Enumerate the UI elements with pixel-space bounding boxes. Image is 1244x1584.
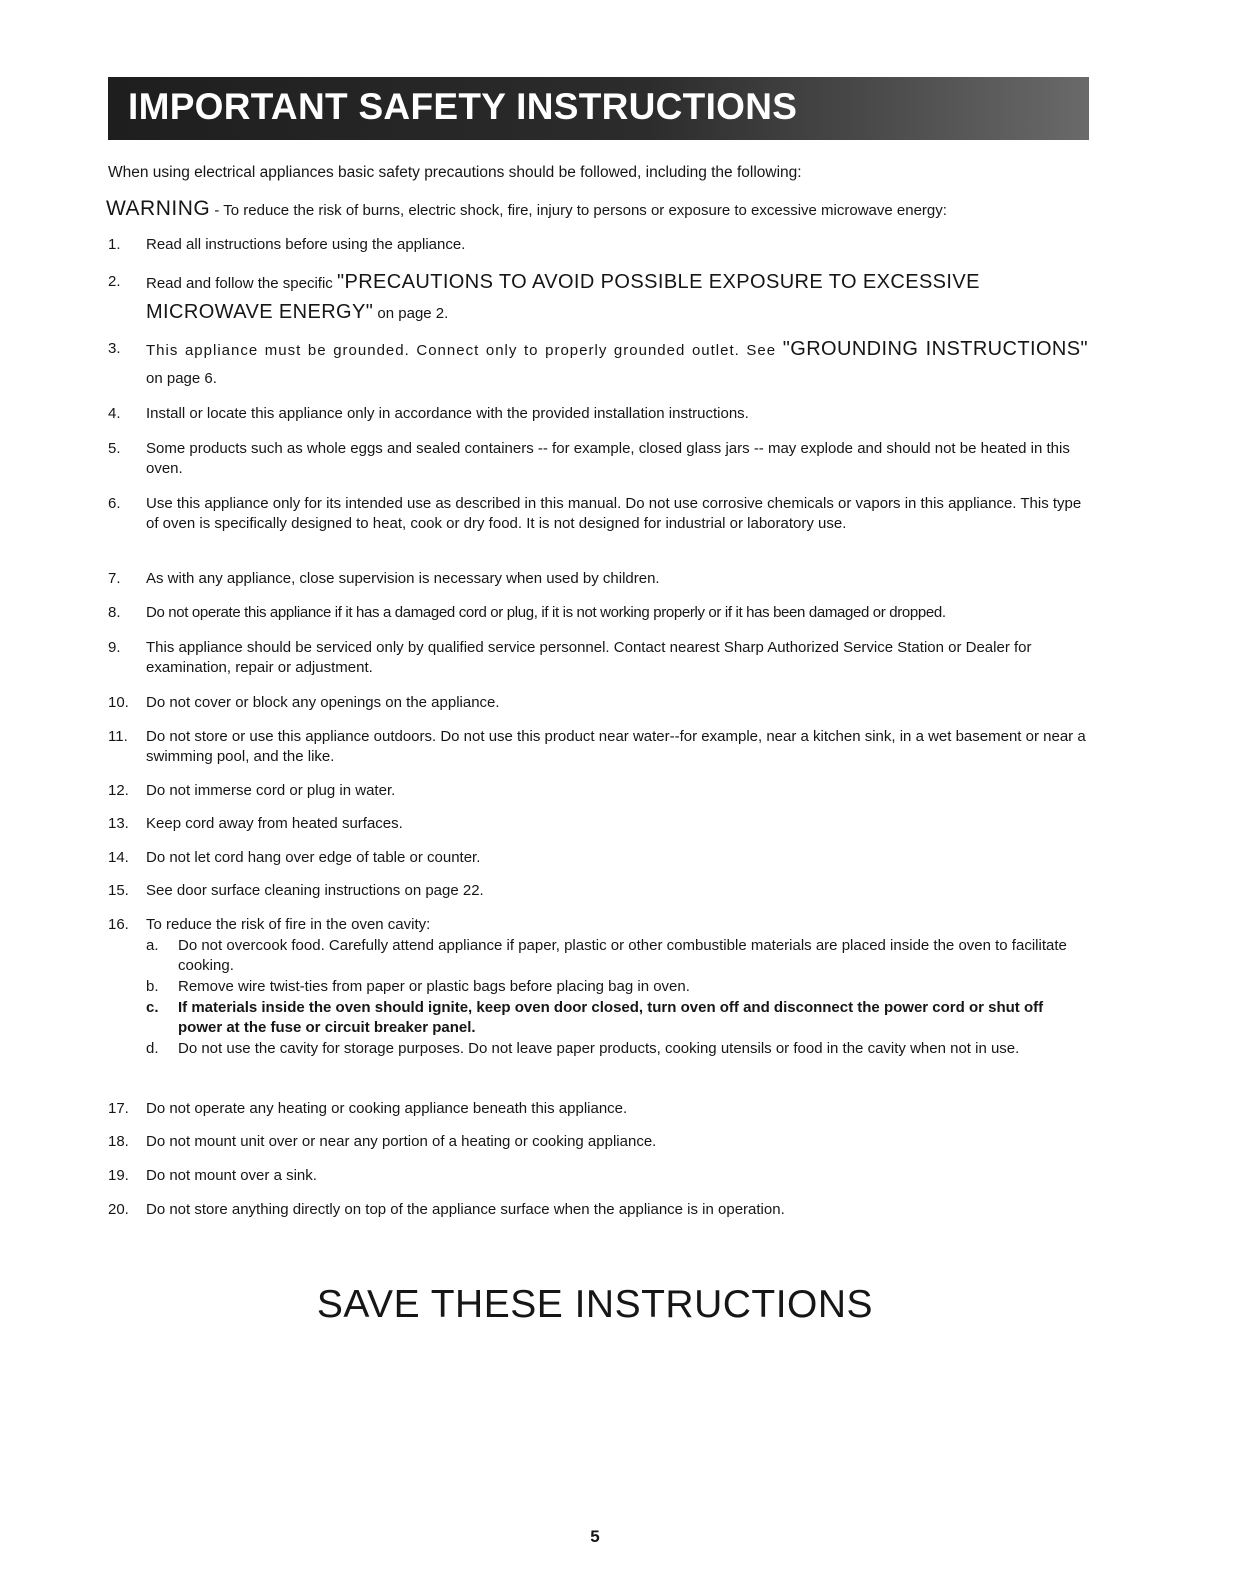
item-text bbox=[146, 335, 1088, 393]
item-number: 14. bbox=[108, 849, 129, 866]
item-number: 6. bbox=[108, 495, 121, 512]
item-number: 3. bbox=[108, 340, 121, 357]
item-text: See door surface cleaning instructions on page 22. bbox=[146, 882, 484, 899]
item-number: 5. bbox=[108, 440, 121, 457]
list-item bbox=[108, 1099, 1088, 1119]
item-text: Do not let cord hang over edge of table or counter. bbox=[146, 849, 481, 866]
item-text: This appliance should be serviced only by qualified service personnel. Contact nearest Sharp Authorized Service Station or Dealer for examination, repair or adjustment. bbox=[146, 639, 1032, 676]
item-number: 4. bbox=[108, 405, 121, 422]
item-number: 16. bbox=[108, 916, 129, 933]
item-number: 13. bbox=[108, 815, 129, 832]
sub-item bbox=[146, 998, 1088, 1038]
item-number: 1. bbox=[108, 236, 121, 253]
list-item bbox=[108, 268, 1088, 328]
sub-item-letter: c. bbox=[146, 999, 159, 1016]
list-item bbox=[108, 814, 1088, 834]
item-number: 11. bbox=[108, 728, 128, 745]
page-title: IMPORTANT SAFETY INSTRUCTIONS bbox=[128, 86, 798, 127]
item-number: 17. bbox=[108, 1100, 129, 1117]
item-number: 2. bbox=[108, 273, 121, 290]
sub-item bbox=[146, 977, 1088, 997]
list-item bbox=[108, 638, 1088, 678]
item-number: 19. bbox=[108, 1167, 129, 1184]
title-banner bbox=[108, 77, 1089, 140]
item-text-pre: Read and follow the specific bbox=[146, 275, 337, 292]
item-text-post: on page 2. bbox=[373, 305, 449, 322]
list-item bbox=[108, 781, 1088, 801]
item-text: Some products such as whole eggs and sealed containers -- for example, closed glass jars -- may explode and should not be heated in this oven. bbox=[146, 440, 1070, 477]
sub-item-text: Remove wire twist-ties from paper or plastic bags before placing bag in oven. bbox=[178, 978, 690, 995]
sub-item bbox=[146, 1039, 1088, 1059]
item-text: Do not immerse cord or plug in water. bbox=[146, 782, 396, 799]
list-item bbox=[108, 494, 1088, 534]
list-item bbox=[108, 848, 1088, 868]
list-item bbox=[108, 335, 1088, 393]
item-text: Do not mount over a sink. bbox=[146, 1167, 317, 1184]
item-text: Install or locate this appliance only in accordance with the provided installation instructions. bbox=[146, 405, 749, 422]
list-item bbox=[108, 727, 1088, 767]
item-text: Do not operate any heating or cooking appliance beneath this appliance. bbox=[146, 1100, 628, 1117]
sub-item-letter: a. bbox=[146, 937, 159, 954]
list-item bbox=[108, 603, 1088, 623]
warning-text: - To reduce the risk of burns, electric shock, fire, injury to persons or exposure to excessive microwave energy: bbox=[210, 202, 947, 219]
item-number: 15. bbox=[108, 882, 129, 899]
list-item bbox=[108, 235, 1088, 255]
sub-item bbox=[146, 936, 1088, 976]
list-item bbox=[108, 439, 1088, 479]
item-text: Use this appliance only for its intended use as described in this manual. Do not use corrosive chemicals or vapors in this appliance. This type of oven is specifically designed to heat, cook or dry food. It is not designed for industrial or laboratory use. bbox=[146, 495, 1082, 532]
item-text-caps: "GROUNDING INSTRUCTIONS" bbox=[782, 338, 1088, 360]
list-item bbox=[108, 881, 1088, 901]
list-item bbox=[108, 915, 1088, 1059]
item-number: 10. bbox=[108, 694, 129, 711]
item-text: Do not operate this appliance if it has a damaged cord or plug, if it is not working properly or if it has been damaged or dropped. bbox=[146, 604, 946, 621]
list-item bbox=[108, 569, 1088, 589]
item-number: 12. bbox=[108, 782, 129, 799]
page-number: 5 bbox=[590, 1527, 600, 1546]
item-number: 7. bbox=[108, 570, 121, 587]
list-item bbox=[108, 1132, 1088, 1152]
item-number: 8. bbox=[108, 604, 121, 621]
warning-label: WARNING bbox=[106, 197, 211, 220]
list-item bbox=[108, 1166, 1088, 1186]
item-text: Do not store or use this appliance outdoors. Do not use this product near water--for example, near a kitchen sink, in a wet basement or near a swimming pool, and the like. bbox=[146, 728, 1086, 765]
item-text-post: on page 6. bbox=[146, 370, 217, 387]
item-text-pre: This appliance must be grounded. Connect only to properly grounded outlet. See bbox=[146, 342, 783, 359]
item-text: Read all instructions before using the appliance. bbox=[146, 236, 466, 253]
item-text: As with any appliance, close supervision is necessary when used by children. bbox=[146, 570, 660, 587]
list-item bbox=[108, 693, 1088, 713]
sub-item-letter: d. bbox=[146, 1040, 159, 1057]
item-text bbox=[146, 268, 1088, 328]
item-text: To reduce the risk of fire in the oven cavity: bbox=[146, 916, 431, 933]
list-item bbox=[108, 404, 1088, 424]
item-text-caps: "PRECAUTIONS TO AVOID POSSIBLE EXPOSURE TO EXCESSIVE MICROWAVE ENERGY" bbox=[146, 271, 980, 323]
list-item bbox=[108, 1200, 1088, 1220]
item-text: Do not mount unit over or near any portion of a heating or cooking appliance. bbox=[146, 1133, 657, 1150]
intro-text: When using electrical appliances basic safety precautions should be followed, including the following: bbox=[108, 164, 802, 181]
item-text: Do not store anything directly on top of the appliance surface when the appliance is in operation. bbox=[146, 1201, 785, 1218]
item-number: 18. bbox=[108, 1133, 129, 1150]
warning-line bbox=[106, 196, 1096, 224]
sub-item-text: Do not overcook food. Carefully attend appliance if paper, plastic or other combustible materials are placed inside the oven to facilitate cooking. bbox=[178, 937, 1067, 974]
save-instructions-heading: SAVE THESE INSTRUCTIONS bbox=[316, 1283, 874, 1326]
item-text: Keep cord away from heated surfaces. bbox=[146, 815, 403, 832]
item-number: 20. bbox=[108, 1201, 129, 1218]
sub-item-text: If materials inside the oven should ignite, keep oven door closed, turn oven off and disconnect the power cord or shut off power at the fuse or circuit breaker panel. bbox=[178, 999, 1044, 1036]
item-text: Do not cover or block any openings on the appliance. bbox=[146, 694, 500, 711]
item-number: 9. bbox=[108, 639, 121, 656]
sub-item-text: Do not use the cavity for storage purposes. Do not leave paper products, cooking utensils or food in the cavity when not in use. bbox=[178, 1040, 1020, 1057]
sub-item-letter: b. bbox=[146, 978, 159, 995]
